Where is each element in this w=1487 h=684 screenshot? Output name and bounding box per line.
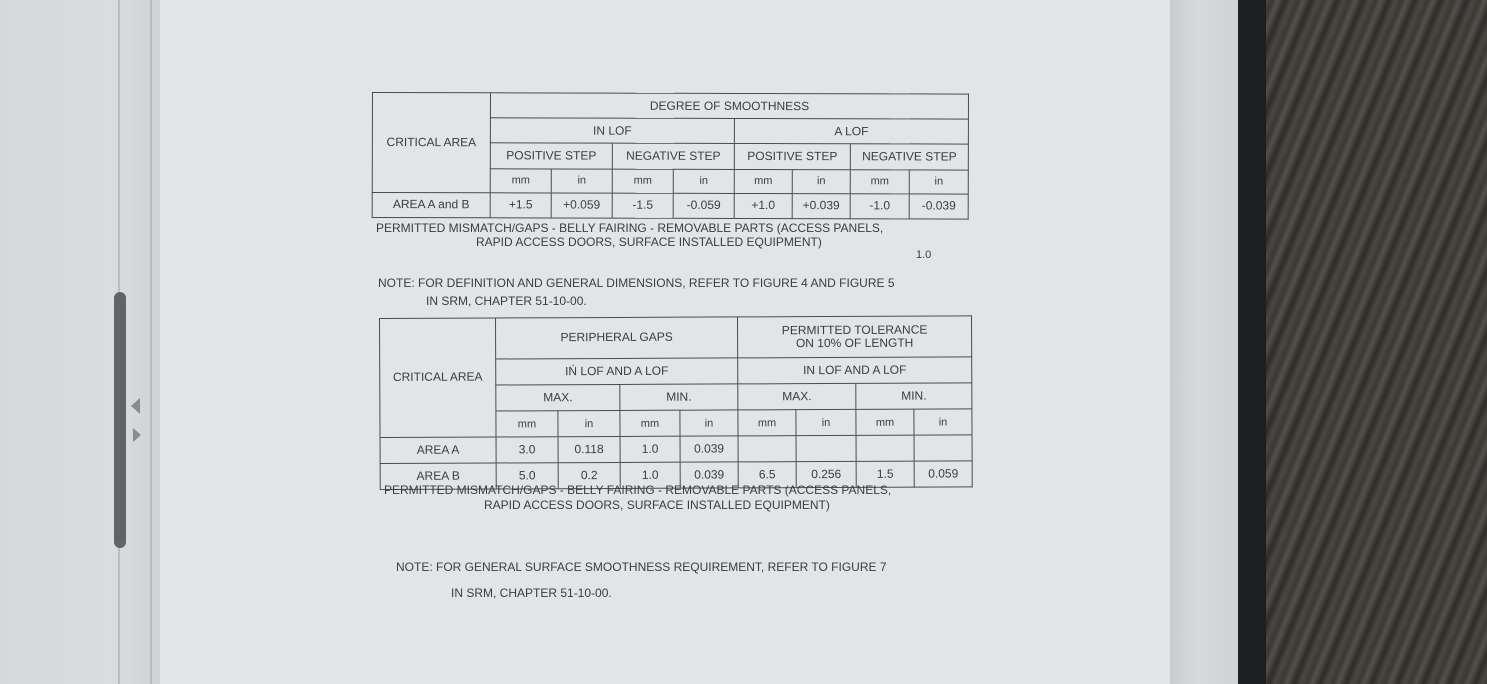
table-cell: +1.5: [490, 193, 551, 218]
permitted-tolerance-line1: PERMITTED TOLERANCE: [781, 322, 928, 338]
permitted-tolerance-line2: ON 10% OF LENGTH: [795, 335, 914, 351]
smoothness-table: [372, 92, 969, 220]
unit-in: in: [680, 410, 738, 436]
unit-mm: mm: [612, 169, 673, 193]
table-cell: 3.0: [496, 437, 558, 463]
viewer-right-margin: [1170, 0, 1238, 684]
panel-divider: [150, 0, 152, 684]
table-cell: 0.2: [558, 462, 620, 488]
table1-caption-line2: RAPID ACCESS DOORS, SURFACE INSTALLED EQUIPMENT): [476, 235, 822, 249]
max-header: MAX.: [496, 385, 620, 412]
row-label: AREA A and B: [372, 192, 490, 218]
unit-mm: mm: [850, 169, 909, 193]
in-lof-and-a-lof-header: IŃ LOF AND A LOF: [496, 358, 738, 385]
table-cell: [796, 435, 856, 461]
permitted-tolerance-header: [738, 316, 972, 358]
table-cell: -1.5: [612, 193, 673, 218]
degree-of-smoothness-header: DEGREE OF SMOOTHNESS: [490, 93, 968, 119]
unit-mm: mm: [734, 169, 792, 193]
unit-mm: mm: [490, 168, 551, 192]
table-cell: 0.039: [680, 462, 738, 488]
critical-area-header: CRITICAL AREA: [380, 318, 497, 438]
table1-caption-line1: PERMITTED MISMATCH/GAPS - BELLY FAIRING - REMOVABLE PARTS (ACCESS PANELS,: [376, 221, 884, 235]
table-cell: 0.039: [680, 436, 738, 462]
triangle-left-icon[interactable]: [131, 398, 140, 414]
negative-step-header: NEGATIVE STEP: [612, 144, 734, 170]
unit-in: in: [792, 169, 850, 193]
table-cell: 1.0: [620, 436, 680, 462]
max-header: MAX.: [738, 384, 856, 410]
table-cell: +0.059: [551, 193, 612, 218]
table-cell: -0.039: [909, 194, 968, 219]
table-cell: 0.118: [558, 436, 620, 462]
version-label: 1.0: [916, 249, 932, 261]
table-cell: [914, 435, 972, 461]
row-label: AREA B: [380, 463, 496, 490]
vertical-scrollbar[interactable]: [114, 292, 126, 548]
unit-in: in: [914, 409, 972, 435]
note1-line1: NOTE: FOR DEFINITION AND GENERAL DIMENSIONS, REFER TO FIGURE 4 AND FIGURE 5: [378, 276, 895, 290]
unit-mm: mm: [496, 411, 558, 437]
table-cell: 6.5: [738, 462, 796, 488]
table-cell: 0.059: [914, 461, 972, 487]
table-cell: -0.059: [673, 193, 734, 218]
a-lof-header: A LOF: [734, 119, 968, 145]
table-cell: -1.0: [850, 194, 909, 219]
peripheral-gaps-header: PERIPHERAL GAPS: [496, 317, 738, 359]
unit-in: in: [558, 411, 620, 437]
table-row: [372, 192, 968, 219]
unit-mm: mm: [620, 410, 680, 436]
unit-mm: mm: [738, 410, 796, 436]
positive-step-header: POSITIVE STEP: [734, 144, 850, 169]
monitor-bezel: [1238, 0, 1266, 684]
table-cell: [856, 435, 914, 461]
unit-mm: mm: [856, 409, 914, 435]
table-cell: 1.5: [856, 461, 914, 487]
unit-in: in: [551, 169, 612, 193]
background-wall: [1266, 0, 1487, 684]
in-lof-and-a-lof-header: IN LOF AND A LOF: [738, 357, 972, 384]
table-cell: +1.0: [734, 193, 792, 218]
triangle-right-icon[interactable]: [133, 428, 141, 442]
positive-step-header: POSITIVE STEP: [490, 143, 612, 169]
note1-line2: IN SRM, CHAPTER 51-10-00.: [426, 294, 587, 308]
table-cell: 5.0: [496, 463, 558, 489]
table-row: [380, 435, 972, 464]
note2-line2: IN SRM, CHAPTER 51-10-00.: [451, 586, 612, 600]
negative-step-header: NEGATIVE STEP: [850, 144, 968, 169]
in-lof-header: IN LOF: [490, 118, 734, 144]
min-header: MIN.: [856, 383, 972, 409]
viewer-left-panel: [0, 0, 160, 684]
unit-in: in: [796, 409, 856, 435]
table-cell: 0.256: [796, 461, 856, 487]
peripheral-gaps-table: [379, 315, 973, 490]
unit-in: in: [673, 169, 734, 193]
table-cell: +0.039: [792, 193, 850, 218]
table-cell: 1.0: [620, 462, 680, 488]
table2-caption-line2: RAPID ACCESS DOORS, SURFACE INSTALLED EQUIPMENT): [484, 498, 830, 512]
row-label: AREA A: [380, 437, 496, 463]
table2-caption-line1: PERMITTED MISMATCH/GAPS - BELLY FAIRING - REMOVABLE PARTS (ACCESS PANELS,: [384, 483, 892, 497]
note2-line1: NOTE: FOR GENERAL SURFACE SMOOTHNESS REQUIREMENT, REFER TO FIGURE 7: [396, 560, 887, 574]
min-header: MIN.: [620, 384, 738, 410]
unit-in: in: [909, 169, 968, 193]
table-cell: [738, 436, 796, 462]
critical-area-header: CRITICAL AREA: [372, 93, 490, 193]
